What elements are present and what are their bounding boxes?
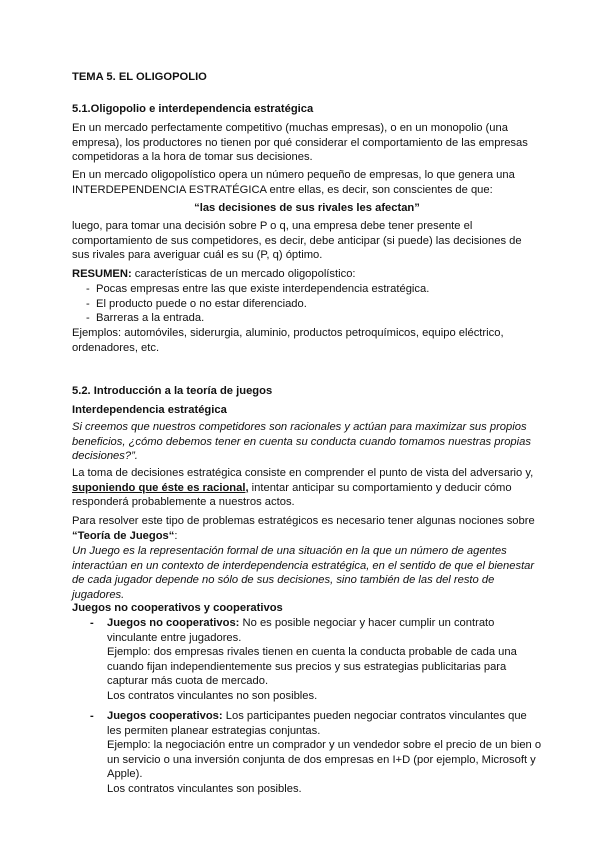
document-title: TEMA 5. EL OLIGOPOLIO [72, 71, 207, 83]
non-cooperative-contracts: Los contratos vinculantes no son posibles. [107, 689, 318, 702]
non-cooperative-definition [107, 616, 542, 645]
resumen-label: RESUMEN: [72, 268, 132, 280]
list-dash: - [86, 312, 90, 324]
non-cooperative-example: Ejemplo: dos empresas rivales tienen en cuenta la conducta probable de cada una cuando fijan independientemente sus precios y sus estrategias publicitarias para capturar más cuota de mercado. [107, 646, 517, 688]
list-item: Pocas empresas entre las que existe interdependencia estratégica. [96, 283, 430, 295]
s52-theory-line [72, 529, 542, 544]
s52-p1-end: intentar anticipar su comportamiento y deducir cómo responderá probablemente a nuestros actos. [72, 481, 512, 509]
teoria-de-juegos-colon: : [174, 530, 178, 542]
cooperative-example: Ejemplo: la negociación entre un comprador y un vendedor sobre el precio de un bien o un servicio o una inversión conjunta de dos empresas en I+D (por ejemplo, Microsoft y Apple). [107, 739, 542, 781]
list-item: El producto puede o no estar diferenciado. [96, 298, 307, 310]
list-dash: - [86, 283, 90, 295]
s51-paragraph-1: En un mercado perfectamente competitivo (muchas empresas), o en un monopolio (una empresa), los productores no tienen por qué considerar el comportamiento de las empresas competidoras a la hora de tomar sus decisiones. [72, 122, 528, 164]
section-5-1-heading: 5.1.Oligopolio e interdependencia estratégica [72, 103, 314, 115]
bullet-dash: - [90, 617, 94, 629]
cooperative-definition [107, 709, 542, 738]
non-cooperative-text: No es posible negociar y hacer cumplir un contrato vinculante entre jugadores. [107, 617, 495, 644]
bullet-dash: - [90, 710, 94, 722]
s52-paragraph-2: Para resolver este tipo de problemas estratégicos es necesario tener algunas nociones sobre [72, 515, 535, 527]
s52-paragraph-1 [72, 466, 542, 510]
s51-paragraph-2: En un mercado oligopolístico opera un número pequeño de empresas, lo que genera una INTERDEPENDENCIA ESTRATÉGICA entre ellas, es decir, son conscientes de que: [72, 169, 515, 196]
section-5-2-heading: 5.2. Introducción a la teoría de juegos [72, 385, 273, 397]
resumen-line [72, 267, 542, 282]
cooperative-text: Los participantes pueden negociar contratos vinculantes que les permiten planear estrategias conjuntas. [107, 710, 527, 737]
games-heading: Juegos no cooperativos y cooperativos [72, 602, 283, 614]
s52-game-definition: Un Juego es la representación formal de una situación en la que un número de agentes interactúan en un contexto de interdependencia estratégica, en el sentido de que el bienestar de cada jugador depende no sólo de sus decisiones, sino también de las del resto de jugadores. [72, 545, 535, 601]
s52-italic-question: Si creemos que nuestros competidores son racionales y actúan para maximizar sus propios beneficios, ¿cómo debemos tener en cuenta su conducta cuando tomamos nuestras propias decisiones?”. [72, 421, 531, 463]
s51-examples: Ejemplos: automóviles, siderurgia, aluminio, productos petroquímicos, equipo eléctrico, ordenadores, etc. [72, 327, 504, 354]
s52-p1-emphasis: suponiendo que éste es racional, [72, 481, 249, 494]
teoria-de-juegos-label: “Teoría de Juegos“ [72, 530, 175, 542]
non-cooperative-item [107, 616, 542, 704]
s52-subheading: Interdependencia estratégica [72, 404, 227, 416]
list-dash: - [86, 298, 90, 310]
non-cooperative-label: Juegos no cooperativos: [107, 617, 240, 629]
list-item: Barreras a la entrada. [96, 312, 205, 324]
cooperative-item [107, 709, 542, 797]
cooperative-label: Juegos cooperativos: [107, 710, 223, 722]
s51-paragraph-3: luego, para tomar una decisión sobre P o q, una empresa debe tener presente el comportamiento de sus competidores, es decir, debe anticipar (si puede) las decisiones de sus rivales para averiguar cuál es su (P, q) óptimo. [72, 220, 522, 262]
resumen-text: características de un mercado oligopolístico: [131, 268, 356, 280]
s52-p1-start: La toma de decisiones estratégica consiste en comprender el punto de vista del adversario y, [72, 467, 534, 479]
cooperative-contracts: Los contratos vinculantes son posibles. [107, 782, 302, 795]
s51-quote: “las decisiones de sus rivales les afectan” [194, 202, 420, 214]
